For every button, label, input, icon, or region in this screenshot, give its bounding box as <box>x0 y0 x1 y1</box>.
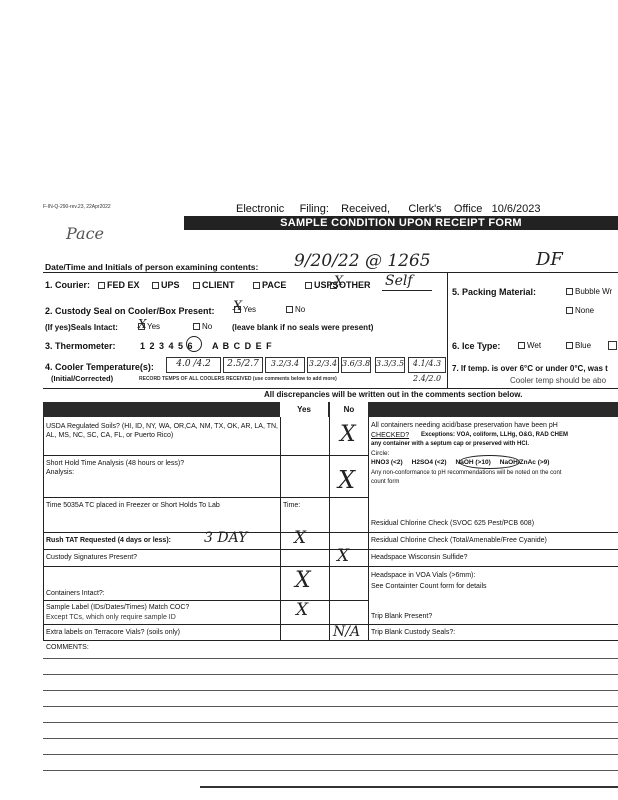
custody-seal-no[interactable]: No <box>286 305 305 314</box>
yes-column-left <box>280 417 281 640</box>
table-row: Extra labels on Terracore Vials? (soils only) <box>46 629 180 636</box>
row-line <box>43 497 368 498</box>
other-underline <box>382 290 432 291</box>
no-column-left <box>329 417 330 640</box>
seals-intact-yes-mark: X <box>138 317 147 331</box>
checked-label: CHECKED? <box>371 432 410 439</box>
item7-label: 7. If temp. is over 6°C or under 0°C, was t <box>452 364 608 373</box>
table-header <box>43 402 618 417</box>
datetime-underline <box>43 272 618 273</box>
table-row: Short Hold Time Analysis (48 hours or less)? Analysis: <box>46 460 185 476</box>
thermometer-letters[interactable]: A B C D E F <box>212 341 273 351</box>
headspace-voa: Headspace in VOA Vials (>6mm): <box>371 572 476 579</box>
courier-other-check: X <box>334 274 344 289</box>
table-row: Containers Intact?: <box>46 590 105 597</box>
courier-other-value[interactable]: Self <box>385 273 413 289</box>
courier-label: 1. Courier: <box>45 280 91 290</box>
usda-no-mark[interactable]: X <box>340 422 356 447</box>
row-line <box>43 532 618 533</box>
trip-blank-present: Trip Blank Present? <box>371 613 433 620</box>
temp-box-5[interactable]: 3.6/3.8 <box>341 357 371 373</box>
thermometer-numbers[interactable]: 1 2 3 4 5 6 <box>140 341 194 351</box>
record-temps-note: RECORD TEMPS OF ALL COOLERS RECEIVED (use comments below to add more) <box>139 376 337 382</box>
table-left-border <box>43 417 44 640</box>
row-line <box>43 624 618 625</box>
residual-chlorine-total: Residual Chlorine Check (Total/Amenable/Free Cyanide) <box>371 537 547 544</box>
nonconformance-note: Any non-conformance to pH recommendations will be noted on the cont <box>371 470 562 476</box>
rush-tat-value[interactable]: 3 DAY <box>204 530 248 546</box>
custody-signatures-no-mark[interactable]: X <box>337 546 350 566</box>
seals-intact-note: (leave blank if no seals were present) <box>232 323 374 332</box>
temp-box-7[interactable]: 4.1/4.3 <box>408 357 446 373</box>
filing-stamp: Electronic Filing: Received, Clerk's Office 10/6/2023 <box>236 203 541 215</box>
table-row: Time 5035A TC placed in Freezer or Short Holds To Lab <box>46 502 220 509</box>
row-line <box>43 549 618 550</box>
courier-other[interactable]: OTHER <box>330 280 371 290</box>
naoh-circle <box>459 455 520 469</box>
preservative-options[interactable]: HNO3 (<2) H2SO4 (<2) NaOH (>10) NaOH/ZnAc (>9) <box>371 459 550 466</box>
sample-label-sub: Except TCs, which only require sample ID <box>46 614 176 621</box>
courier-ups[interactable]: UPS <box>152 280 180 290</box>
container-count-note: See Containter Count form for details <box>371 583 487 590</box>
trip-blank-custody: Trip Blank Custody Seals?: <box>371 629 456 636</box>
yes-column-header: Yes <box>280 402 328 417</box>
table-row: Custody Signatures Present? <box>46 554 138 561</box>
thermometer-circle <box>186 336 202 352</box>
courier-client[interactable]: CLIENT <box>193 280 235 290</box>
rush-yes-mark[interactable]: X <box>294 528 307 548</box>
temp-box-2[interactable]: 2.5/2.7 <box>223 357 263 373</box>
courier-usps[interactable]: USPS <box>305 280 339 290</box>
ice-type-label: 6. Ice Type: <box>452 341 501 351</box>
seals-intact-no[interactable]: No <box>193 322 212 331</box>
count-form-note: count form <box>371 479 400 485</box>
ice-type-wet[interactable]: Wet <box>518 341 541 350</box>
table-row: Rush TAT Requested (4 days or less): <box>46 537 171 544</box>
terracore-na-mark[interactable]: N/A <box>333 624 361 640</box>
ice-type-other-checkbox[interactable] <box>608 341 617 350</box>
item7-note: Cooler temp should be abo <box>510 376 607 385</box>
cooler-temp-sublabel: (Initial/Corrected) <box>51 374 114 383</box>
courier-pace[interactable]: PACE <box>253 280 286 290</box>
custody-seal-label: 2. Custody Seal on Cooler/Box Present: <box>45 306 215 316</box>
discrepancy-top-line <box>43 388 618 389</box>
row-line <box>43 600 368 601</box>
seals-intact-label: (If yes)Seals Intact: <box>45 323 118 332</box>
headspace-sulfide: Headspace Wisconsin Sulfide? <box>371 554 468 561</box>
row-line <box>43 566 618 567</box>
acid-base-note: All containers needing acid/base preservation have been pH <box>371 422 558 429</box>
residual-chlorine-svoc: Residual Chlorine Check (SVOC 625 Pest/PCB 608) <box>371 520 535 527</box>
courier-fedex[interactable]: FED EX <box>98 280 140 290</box>
ice-type-blue[interactable]: Blue <box>566 341 591 350</box>
examiner-initials[interactable]: DF <box>536 249 563 270</box>
form-title: SAMPLE CONDITION UPON RECEIPT FORM <box>184 216 618 230</box>
right-divider <box>447 273 448 388</box>
pace-logo: Pace <box>66 224 105 243</box>
seals-intact-yes[interactable]: Yes <box>138 322 160 331</box>
circle-label: Circle: <box>371 450 390 457</box>
containers-yes-mark[interactable]: X <box>295 568 311 593</box>
packing-bubble[interactable]: Bubble Wr <box>566 287 612 296</box>
cooler-temp-label: 4. Cooler Temperature(s): <box>45 362 154 372</box>
comments-label: COMMENTS: <box>46 644 89 651</box>
temp-box-3[interactable]: 3.2/3.4 <box>265 357 305 373</box>
sample-label-yes-mark[interactable]: X <box>296 600 309 620</box>
discrepancies-note: All discrepancies will be written out in the comments section below. <box>264 390 523 399</box>
table-row: Sample Label (IDs/Dates/Times) Match COC? <box>46 604 190 611</box>
time-field-label[interactable]: Time: <box>283 502 301 509</box>
datetime-value[interactable]: 9/20/22 @ 1265 <box>294 251 431 271</box>
thermometer-label: 3. Thermometer: <box>45 341 116 351</box>
custody-seal-yes[interactable]: Yes <box>234 305 256 314</box>
temp-box-1[interactable]: 4.0 /4.2 <box>166 357 221 373</box>
septum-note: any container with a septum cap or preserved with HCl. <box>371 441 530 447</box>
table-row: USDA Regulated Soils? (HI, ID, NY, WA, OR,CA, NM, TX, OK, AR, LA, TN, AL, MS, NC, SC, CA, FL, or Puerto Rico) <box>46 423 278 439</box>
short-hold-no-mark[interactable]: X <box>338 466 356 494</box>
datetime-label: Date/Time and Initials of person examining contents: <box>45 262 259 272</box>
custody-seal-yes-mark: X <box>233 299 243 314</box>
exceptions-note: Exceptions: VOA, coliform, LLHg, O&G, RAD CHEM <box>421 432 569 438</box>
packing-label: 5. Packing Material: <box>452 287 537 297</box>
no-column-right <box>368 417 369 640</box>
row-line <box>43 640 618 641</box>
row-line <box>43 455 368 456</box>
no-column-header: No <box>330 402 368 417</box>
temp-box-8[interactable]: 2.4/2.0 <box>413 374 442 383</box>
packing-none[interactable]: None <box>566 306 594 315</box>
form-code: F-IN-Q-290-rev.23, 22Apr2022 <box>43 204 111 210</box>
temp-box-6[interactable]: 3.3/3.5 <box>375 357 405 373</box>
temp-box-4[interactable]: 3.2/3.4 <box>307 357 339 373</box>
